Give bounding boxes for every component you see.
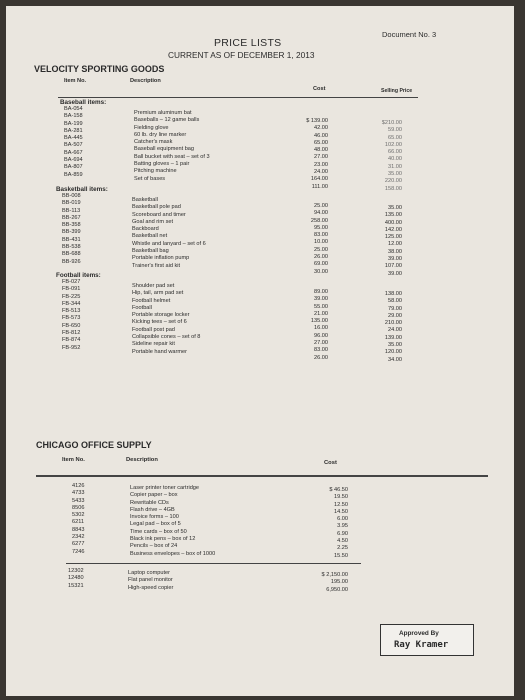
table-cell: 25.00	[314, 246, 328, 253]
table-cell: Catcher's mask	[134, 139, 173, 146]
baseball-item-numbers	[64, 106, 83, 179]
table-cell: 158.00	[384, 185, 402, 192]
table-cell: BA-199	[64, 120, 83, 127]
table-cell: 94.00	[314, 210, 328, 217]
velocity-company-name: VELOCITY SPORTING GOODS	[34, 64, 165, 74]
table-cell: Portable inflation pump	[132, 255, 190, 262]
table-cell: $ 2,150.00	[321, 572, 348, 578]
velocity-header-item-no: Item No.	[64, 78, 87, 84]
table-cell: 107.00	[384, 263, 402, 270]
table-cell: Portable storage locker	[132, 312, 190, 319]
table-cell: 12.00	[388, 241, 402, 248]
table-cell: Football helmet	[132, 297, 171, 304]
football-selling-prices	[366, 291, 402, 364]
table-cell: BA-807	[64, 164, 83, 171]
table-cell: 95.00	[314, 224, 328, 231]
chicago-group1-costs	[306, 487, 348, 560]
table-cell: FB-091	[62, 286, 81, 293]
table-cell: 2.25	[337, 545, 348, 552]
table-cell: 35.00	[388, 171, 402, 178]
table-cell: 4126	[72, 483, 85, 489]
table-cell: Flat panel monitor	[128, 577, 173, 584]
table-cell: 38.00	[388, 248, 402, 255]
table-cell: BA-281	[64, 127, 83, 134]
table-cell: 42.00	[314, 125, 328, 132]
table-cell: 6211	[72, 519, 85, 526]
football-costs	[288, 289, 328, 362]
table-cell: 26.00	[314, 354, 328, 361]
baseball-descriptions	[134, 110, 210, 183]
table-cell: 4733	[72, 490, 85, 497]
chicago-header-description: Description	[126, 457, 158, 463]
table-cell: 120.00	[384, 349, 402, 356]
table-cell: Collapsible cones – set of 8	[132, 334, 201, 341]
table-cell: 89.00	[314, 289, 328, 295]
table-cell: Portable hand warmer	[132, 348, 188, 355]
table-cell: 46.00	[314, 132, 328, 139]
table-cell: 27.00	[314, 340, 328, 347]
football-item-numbers	[62, 279, 80, 352]
table-cell: Pitching machine	[134, 168, 177, 175]
document-number: Document No. 3	[382, 30, 437, 39]
table-cell: Basketball net	[132, 233, 168, 240]
price-list-document	[6, 6, 514, 696]
table-cell: 14.50	[334, 508, 348, 515]
chicago-header-cost: Cost	[324, 460, 337, 466]
table-cell: 69.00	[314, 261, 328, 268]
table-cell: BB-926	[62, 258, 81, 265]
table-cell: BA-859	[64, 171, 83, 178]
table-cell: 125.00	[384, 234, 402, 241]
table-cell: Football	[132, 304, 152, 311]
chicago-group1-descriptions	[130, 485, 215, 558]
table-cell: Rewritable CDs	[130, 499, 169, 506]
table-cell: BB-688	[62, 251, 81, 258]
table-cell: Batting gloves – 1 pair	[134, 161, 190, 168]
chicago-group2-item-numbers	[68, 568, 84, 590]
table-cell: BA-507	[64, 142, 83, 149]
table-cell: Time cards – box of 50	[130, 528, 187, 535]
chicago-group-divider	[66, 563, 361, 564]
table-cell: 12480	[68, 575, 84, 582]
table-cell: 27.00	[314, 154, 328, 161]
chicago-header-rule	[36, 475, 488, 477]
basketball-descriptions	[132, 197, 206, 270]
table-cell: 65.00	[388, 134, 402, 141]
table-cell: Baseball equipment bag	[134, 146, 195, 153]
table-cell: $ 139.00	[306, 118, 328, 124]
table-cell: Goal and rim set	[132, 218, 174, 225]
table-cell: 24.00	[388, 327, 402, 334]
table-cell: $ 46.50	[329, 487, 348, 493]
chicago-group2-costs	[302, 572, 348, 594]
page-subtitle: CURRENT AS OF DECEMBER 1, 2013	[168, 50, 315, 60]
table-cell: FB-952	[62, 344, 81, 351]
table-cell: 30.00	[314, 268, 328, 275]
football-descriptions	[132, 283, 200, 356]
table-cell: Basketball pole pad	[132, 204, 181, 211]
table-cell: 96.00	[314, 332, 328, 339]
table-cell: 12.50	[334, 501, 348, 508]
table-cell: Sideline repair kit	[132, 341, 175, 348]
table-cell: 23.00	[314, 161, 328, 168]
table-cell: Laser printer toner cartridge	[130, 485, 200, 491]
table-cell: 102.00	[384, 141, 402, 148]
table-cell: FB-573	[62, 315, 81, 322]
table-cell: Kicking tees – set of 6	[132, 319, 187, 326]
football-section-label: Football items:	[56, 272, 101, 279]
table-cell: 5302	[72, 512, 85, 519]
table-cell: 6.90	[337, 530, 348, 537]
chicago-company-name: CHICAGO OFFICE SUPPLY	[36, 440, 152, 450]
table-cell: Whistle and lanyard – set of 6	[132, 240, 206, 247]
table-cell: 31.00	[388, 163, 402, 170]
table-cell: 59.00	[388, 127, 402, 134]
table-cell: Fielding glove	[134, 124, 169, 131]
table-cell: BB-113	[62, 207, 81, 214]
table-cell: 8843	[72, 526, 85, 533]
velocity-header-selling-price: Selling Price	[381, 88, 413, 94]
table-cell: 2342	[72, 534, 85, 541]
table-cell: Scoreboard and timer	[132, 211, 186, 218]
table-cell: 35.00	[388, 342, 402, 349]
table-cell: Laptop computer	[128, 570, 170, 576]
table-cell: 138.00	[384, 291, 402, 297]
table-cell: Basketball	[132, 197, 158, 203]
table-cell: $210.00	[381, 120, 402, 126]
table-cell: 7246	[72, 548, 85, 555]
table-cell: Trainer's first aid kit	[132, 262, 181, 269]
velocity-header-rule	[58, 97, 418, 98]
table-cell: BB-399	[62, 229, 81, 236]
table-cell: Ball bucket with seat – set of 3	[134, 153, 210, 160]
chicago-group1-item-numbers	[72, 483, 84, 556]
table-cell: BA-667	[64, 149, 83, 156]
table-cell: 15321	[68, 582, 84, 589]
table-cell: Flash drive – 4GB	[130, 506, 175, 513]
table-cell: 16.00	[314, 325, 328, 332]
table-cell: Football post pad	[132, 326, 175, 333]
table-cell: Set of bases	[134, 175, 166, 182]
baseball-section-label: Baseball items:	[60, 99, 107, 106]
table-cell: BB-431	[62, 236, 81, 243]
table-cell: BB-267	[62, 214, 81, 221]
table-cell: Pencils – box of 24	[130, 543, 178, 550]
table-cell: Basketball bag	[132, 248, 169, 255]
table-cell: 210.00	[384, 320, 402, 327]
table-cell: 6,950.00	[326, 586, 348, 593]
table-cell: 111.00	[311, 183, 328, 190]
table-cell: 66.00	[388, 149, 402, 156]
basketball-item-numbers	[62, 193, 81, 266]
basketball-costs	[288, 203, 328, 276]
table-cell: BA-445	[64, 135, 83, 142]
table-cell: FB-225	[62, 293, 81, 300]
table-cell: FB-874	[62, 337, 81, 344]
table-cell: BB-538	[62, 244, 81, 251]
table-cell: 79.00	[388, 305, 402, 312]
table-cell: Hip, tail, arm pad set	[132, 290, 184, 297]
table-cell: FB-513	[62, 308, 81, 315]
table-cell: High-speed copier	[128, 584, 174, 591]
table-cell: Baseballs – 12 game balls	[134, 117, 200, 124]
table-cell: FB-650	[62, 322, 81, 329]
table-cell: 39.00	[388, 270, 402, 277]
table-cell: 10.00	[314, 239, 328, 246]
table-cell: 48.00	[314, 147, 328, 154]
table-cell: FB-344	[62, 300, 81, 307]
table-cell: 8506	[72, 504, 85, 511]
approved-by-box	[380, 624, 474, 656]
velocity-header-cost: Cost	[313, 86, 326, 92]
table-cell: 24.00	[314, 169, 328, 176]
table-cell: 35.00	[388, 205, 402, 211]
table-cell: 135.00	[310, 318, 328, 325]
table-cell: 39.00	[314, 296, 328, 303]
table-cell: 60 lb. dry line marker	[134, 131, 187, 138]
table-cell: 400.00	[384, 219, 402, 226]
table-cell: BA-694	[64, 157, 83, 164]
table-cell: 5433	[72, 497, 85, 504]
table-cell: BA-158	[64, 113, 83, 120]
table-cell: Backboard	[132, 226, 159, 233]
basketball-selling-prices	[366, 205, 402, 278]
table-cell: Premium aluminum bat	[134, 110, 192, 116]
table-cell: BB-019	[62, 200, 81, 207]
table-cell: 26.00	[314, 254, 328, 261]
table-cell: 65.00	[314, 139, 328, 146]
basketball-section-label: Basketball items:	[56, 186, 108, 193]
table-cell: 220.00	[384, 178, 402, 185]
table-cell: 4.50	[337, 538, 348, 545]
table-cell: 135.00	[384, 212, 402, 219]
table-cell: Shoulder pad set	[132, 283, 175, 289]
table-cell: Black ink pens – box of 12	[130, 536, 196, 543]
table-cell: Copier paper – box	[130, 492, 178, 499]
table-cell: FB-812	[62, 330, 81, 337]
table-cell: BB-358	[62, 222, 81, 229]
table-cell: BA-054	[64, 106, 83, 112]
table-cell: 139.00	[384, 334, 402, 341]
table-cell: 12302	[68, 568, 84, 574]
table-cell: 195.00	[330, 579, 348, 586]
table-cell: 25.00	[314, 203, 328, 209]
table-cell: 58.00	[388, 298, 402, 305]
table-cell: 21.00	[314, 310, 328, 317]
table-cell: BB-008	[62, 193, 81, 199]
table-cell: 258.00	[310, 217, 328, 224]
chicago-group2-descriptions	[128, 570, 173, 592]
page-title: PRICE LISTS	[214, 37, 282, 49]
table-cell: Invoice forms – 100	[130, 514, 179, 521]
table-cell: 142.00	[384, 226, 402, 233]
table-cell: 34.00	[388, 356, 402, 363]
table-cell: FB-027	[62, 279, 81, 285]
table-cell: 40.00	[388, 156, 402, 163]
baseball-selling-prices	[366, 120, 402, 193]
velocity-header-description: Description	[130, 78, 161, 84]
chicago-header-item-no: Item No.	[62, 457, 85, 463]
table-cell: 3.95	[337, 523, 348, 530]
table-cell: 83.00	[314, 347, 328, 354]
table-cell: 29.00	[388, 312, 402, 319]
table-cell: 19.50	[334, 494, 348, 501]
table-cell: 6.00	[337, 516, 348, 523]
table-cell: 15.50	[334, 552, 348, 559]
table-cell: 6277	[72, 541, 85, 548]
table-cell: 164.00	[310, 176, 328, 183]
approved-by-label: Approved By	[399, 630, 439, 637]
approver-signature: Ray Kramer	[394, 640, 449, 650]
table-cell: 39.00	[388, 256, 402, 263]
table-cell: Business envelopes – box of 1000	[130, 550, 216, 557]
table-cell: 55.00	[314, 303, 328, 310]
table-cell: Legal pad – box of 5	[130, 521, 181, 528]
baseball-costs	[288, 118, 328, 191]
table-cell: 83.00	[314, 232, 328, 239]
